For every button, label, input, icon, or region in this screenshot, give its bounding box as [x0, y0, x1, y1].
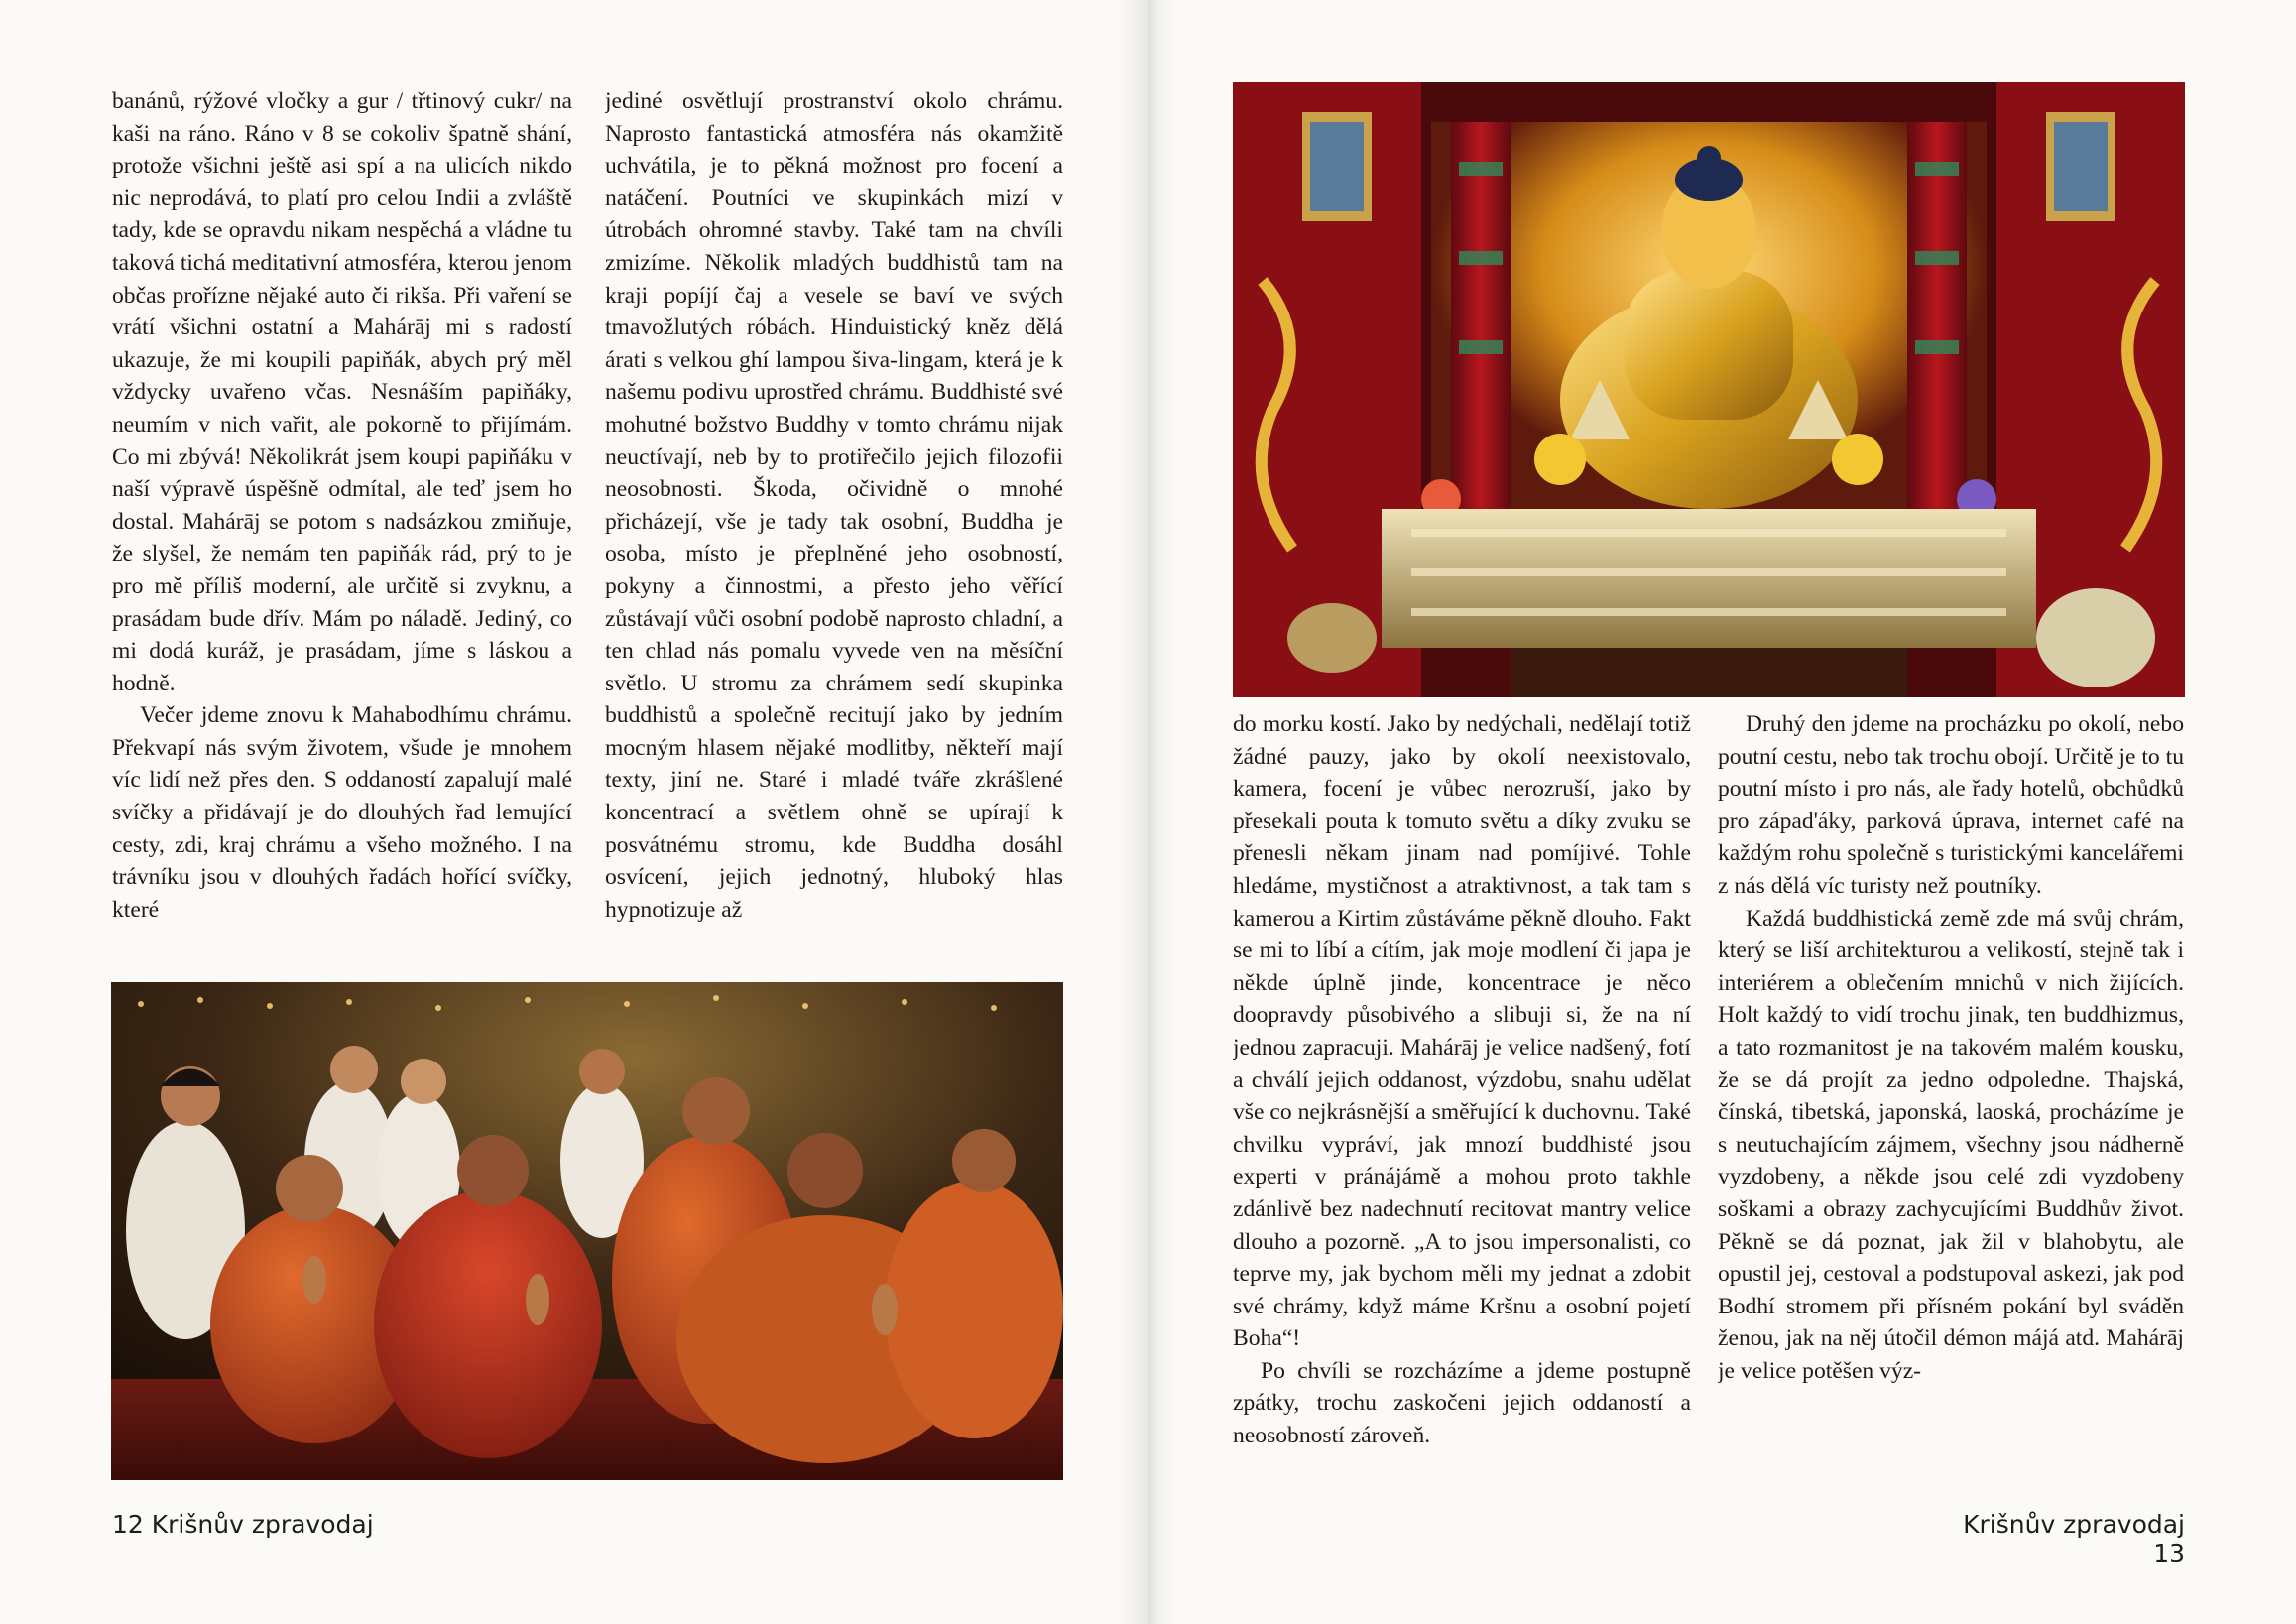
paragraph: Večer jdeme znovu k Mahabodhímu chrámu. Překvapí nás svým životem, všude je mnohem víc lidí než přes den. S oddaností zapalují malé svíčky a přidávají je do dlouhých řad lemující cesty, zdi, kraj chrámu a všeho možného. I na trávníku jsou v dlouhých řadách hořící svíčky, které [112, 702, 572, 923]
chanting-monks-illustration [111, 982, 1063, 1480]
photo-buddha-shrine [1233, 82, 2185, 697]
paragraph: Každá buddhistická země zde má svůj chrám, který se liší architekturou a velikostí, stejně tak i interiérem a oblečením mnichů v nich žijících. Holt každý to vidí trochu jinak, ten buddhizmus, a tato rozmanitost je na takovém malém kousku, že se dá projít za jedno odpoledne. Thajská, čínská, tibetská, japonská, laoská, procházíme je s neutuchajícím zájmem, všechny jsou nádherně vyzdobeny, a někde jsou celé zdi vyzdobeny soškami a obrazy zachycujícími Buddhův život. Pěkně se dá poznat, jak žil v blahobytu, ale opustil jej, cestoval a podstupoval askezi, jak pod Bodhí stromem při přísném pokání byl sváděn ženou, jak na něj útočil démon májá atd. Mahárāj je velice potěšen výz- [1718, 905, 2184, 1384]
buddha-shrine-illustration [1233, 82, 2185, 697]
right-page-column-1 [1233, 708, 1691, 1492]
page-number-right: Krišnův zpravodaj 13 [1963, 1510, 2185, 1567]
paragraph: Druhý den jdeme na procházku po okolí, nebo poutní cestu, nebo tak trochu obojí. Určitě je to tu poutní místo i pro nás, ale řady hotelů, obchůdků pro západ'áky, parková úprava, internet café na každým rohu společně s turistickými kancelářemi z nás dělá víc turisty než poutníky. [1718, 711, 2184, 899]
left-page-column-1 [112, 85, 572, 978]
paragraph: banánů, rýžové vločky a gur / třtinový cukr/ na kaši na ráno. Ráno v 8 se cokoliv špatně shání, protože všichni ještě asi spí a na ulicích nikdo nic neprodává, to platí pro celou Indii a zvláště tady, kde se opravdu nikam nespěchá a vládne tu taková tichá meditativní atmosféra, kterou jenom občas prořízne nějaké auto či rikša. Při vaření se vrátí všichni ostatní a Mahárāj mi s radostí ukazuje, že mi koupili papiňák, abych prý měl vždycky uvařeno včas. Nesnáším papiňáky, neumím v nich vařit, ale pokorně to přijímám. Co mi zbývá! Několikrát jsem koupi papiňáku v naší výpravě úspěšně odmítal, ale teď jsem ho dostal. Mahárāj se potom s nadsázkou zmiňuje, že slyšel, že nemám ten papiňák rád, prý to je pro mě příliš moderní, ale určitě si zvyknu, a prasádam bude dřív. Mám po náladě. Jediný, co mi dodá kuráž, je prasádam, jíme s láskou a hodně. [112, 88, 572, 696]
right-page-column-2 [1718, 708, 2184, 1492]
paragraph: Po chvíli se rozcházíme a jdeme postupně zpátky, trochu zaskočeni jejich oddaností a neosobností zároveň. [1233, 1357, 1691, 1449]
photo-chanting-monks [111, 982, 1063, 1480]
left-page-column-2 [605, 85, 1063, 978]
paragraph: jediné osvětlují prostranství okolo chrámu. Naprosto fantastická atmosféra nás okamžitě uchvátila, je to pěkná možnost pro focení a natáčení. Poutníci ve skupinkách mizí v útrobách ohromné stavby. Také tam na chvíli zmizíme. Několik mladých buddhistů tam na kraji popíjí čaj a vesele se baví ve svých tmavožlutých róbách. Hinduistický kněz dělá árati s velkou ghí lampou šiva-lingam, která je k našemu podivu uprostřed chrámu. Buddhisté své mohutné božstvo Buddhy v tomto chrámu nijak neuctívají, neb by to protiřečilo jejich filozofii neosobnosti. Škoda, očividně o mnohé přicházejí, vše je tady tak osobní, Buddha je osoba, místo je přeplněné jeho osobností, pokyny a činnostmi, a přesto jeho věřící zůstávají vůči osobní podobě naprosto chladní, a ten chlad nás pomalu vyvede ven na měsíční světlo. U stromu za chrámem sedí skupinka buddhistů a společně recitují jako by jedním mocným hlasem nějaké modlitby, někteří mají texty, jiní ne. Staré i mladé tváře zkrášlené koncentrací a světlem ohně se upírají k posvátnému stromu, kde Buddha dosáhl osvícení, jejich jednotný, hluboký hlas hypnotizuje až [605, 88, 1063, 923]
paragraph: do morku kostí. Jako by nedýchali, nedělají totiž žádné pauzy, jako by okolí neexistovalo, kamera, focení je vůbec nerozruší, jako by přesekali pouta k tomuto světu a díky zvuku se přenesli někam jinam nad pomíjivé. Tohle hledáme, mystičnost a atraktivnost, a tak tam s kamerou a Kirtim zůstáváme pěkně dlouho. Fakt se mi to líbí a cítím, jak moje modlení či japa je někde úplně jinde, koncentrace je něco doopravdy působivého a slibuji si, že na ní jednou zapracuji. Mahárāj je velice nadšený, fotí a chválí jejich oddanost, výzdobu, snahu udělat vše co nejkrásnější a směřující k duchovnu. Také chvilku vypráví, jak mnozí buddhisté jsou experti v pránájámě a mohou proto takhle zdánlivě bez nadechnutí recitovat mantry velice dlouho a pozorně. „A to jsou impersonalisti, co teprve my, jak bychom měli my jednat a zdobit své chrámy, když máme Kršnu a osobní pojetí Boha“! [1233, 711, 1691, 1352]
page-number-left: 12 Krišnův zpravodaj [112, 1510, 374, 1539]
book-spine [1119, 0, 1178, 1624]
